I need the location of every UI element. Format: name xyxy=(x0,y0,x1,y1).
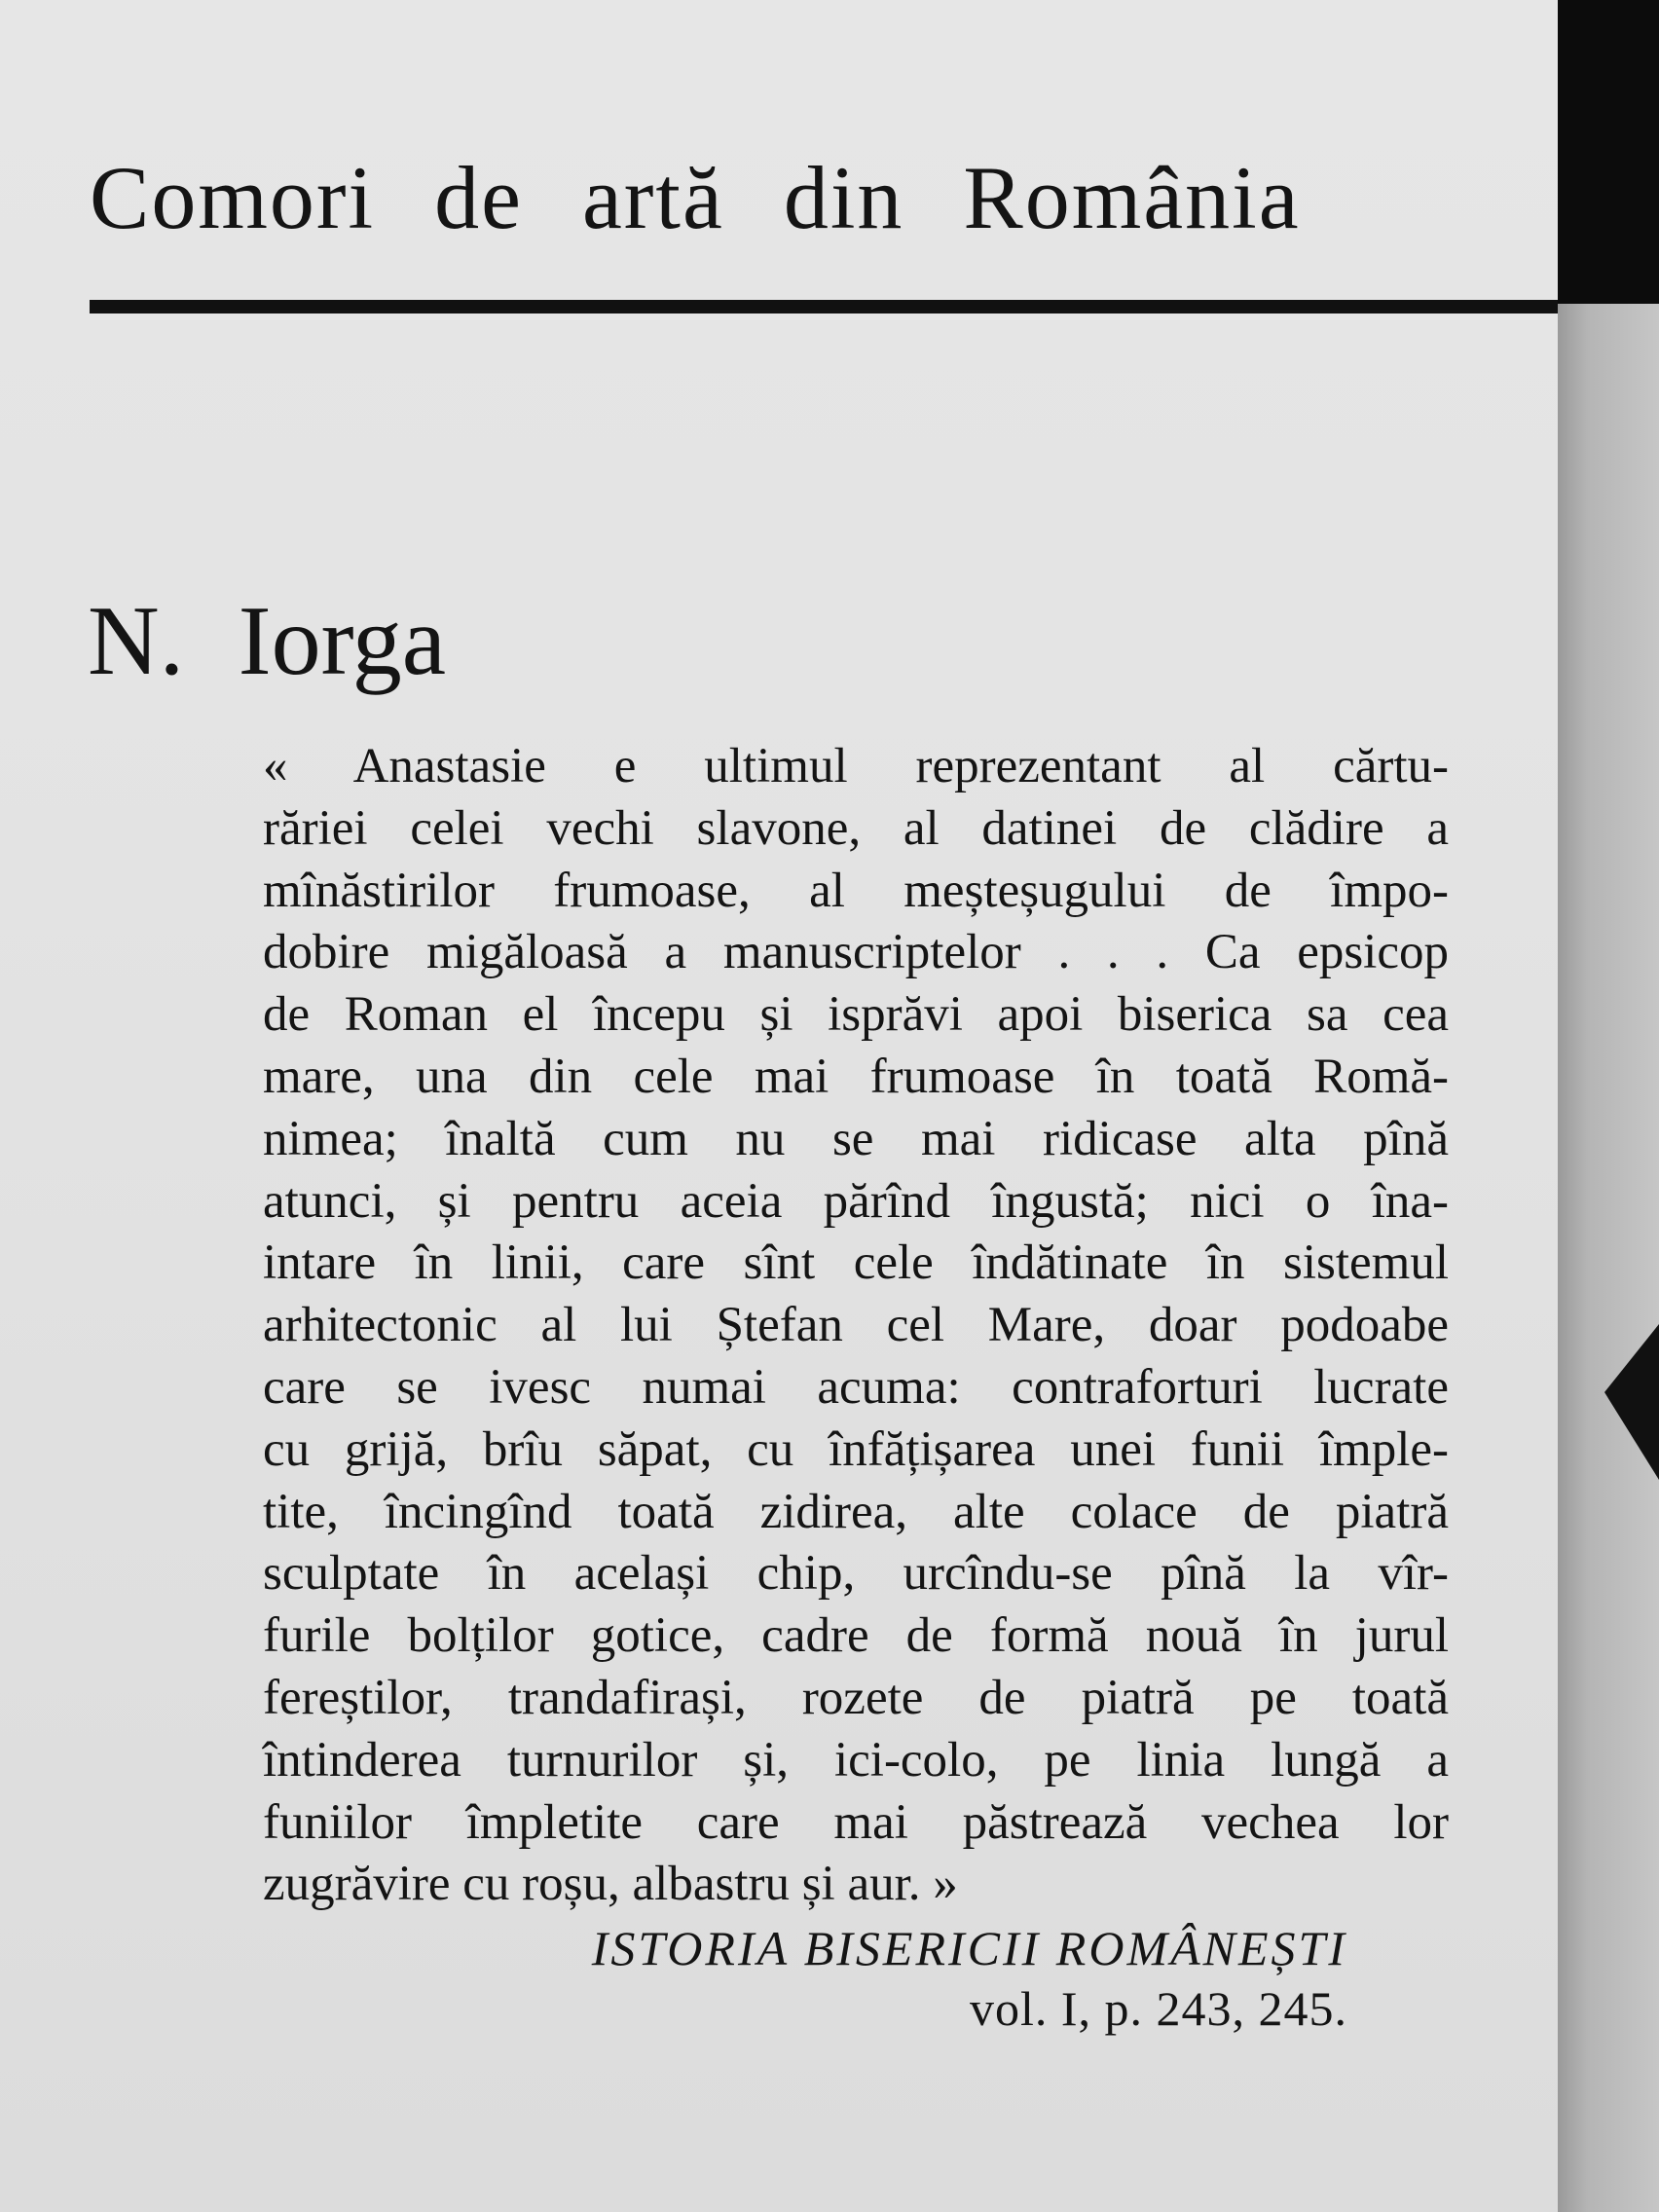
quote-text xyxy=(263,736,1449,1916)
quote-line: sculptate în același chip, urcîndu-se pînă la vîr- xyxy=(263,1546,1449,1602)
source-citation xyxy=(592,1918,1347,2039)
quote-line: funiilor împletite care mai păstrează vechea lor xyxy=(263,1794,1449,1850)
quote-line: întinderea turnurilor și, ici-colo, pe linia lungă a xyxy=(263,1732,1449,1788)
source-reference: vol. I, p. 243, 245. xyxy=(969,1981,1347,2036)
quote-line: care se ivesc numai acuma: contraforturi lucrate xyxy=(263,1359,1449,1415)
quote-line: arhitectonic al lui Ștefan cel Mare, doar podoabe xyxy=(263,1298,1449,1353)
header-rule xyxy=(90,300,1560,313)
quote-line: tite, încingînd toată zidirea, alte colace de piatră xyxy=(263,1484,1449,1539)
quote-line: dobire migăloasă a manuscriptelor . . . Ca epsicop xyxy=(263,925,1449,980)
source-title: ISTORIA BISERICII ROMÂNEȘTI xyxy=(591,1921,1347,1975)
adjacent-page-edge xyxy=(1558,304,1659,2212)
quote-line: cu grijă, brîu săpat, cu înfățișarea unei funii împle- xyxy=(263,1421,1449,1477)
adjacent-page-edge-dark xyxy=(1558,0,1659,304)
quote-line: intare în linii, care sînt cele îndătinate în sistemul xyxy=(263,1235,1449,1291)
quote-line: de Roman el începu și isprăvi apoi biserica sa cea xyxy=(263,987,1449,1043)
series-title: Comori de artă din România xyxy=(90,148,1301,247)
quote-line: răriei celei vechi slavone, al datinei de clădire a xyxy=(263,800,1449,856)
quote-line: mare, una din cele mai frumoase în toată Romă- xyxy=(263,1049,1449,1104)
quote-line: mînăstirilor frumoase, al meșteșugului de împo- xyxy=(263,863,1449,918)
quote-line: « Anastasie e ultimul reprezentant al cărtu- xyxy=(263,739,1449,793)
quote-line: fereștilor, trandafirași, rozete de piatră pe toată xyxy=(263,1670,1449,1725)
quote-line: zugrăvire cu roșu, albastru și aur. » xyxy=(263,1857,958,1912)
author-name: N. Iorga xyxy=(88,586,447,696)
quote-line: nimea; înaltă cum nu se mai ridicase alta pînă xyxy=(263,1111,1449,1166)
quote-line: atunci, și pentru aceia părînd îngustă; nici o îna- xyxy=(263,1173,1449,1229)
quote-line: furile bolților gotice, cadre de formă nouă în jurul xyxy=(263,1608,1449,1664)
adjacent-page-shape xyxy=(1604,1324,1659,1480)
